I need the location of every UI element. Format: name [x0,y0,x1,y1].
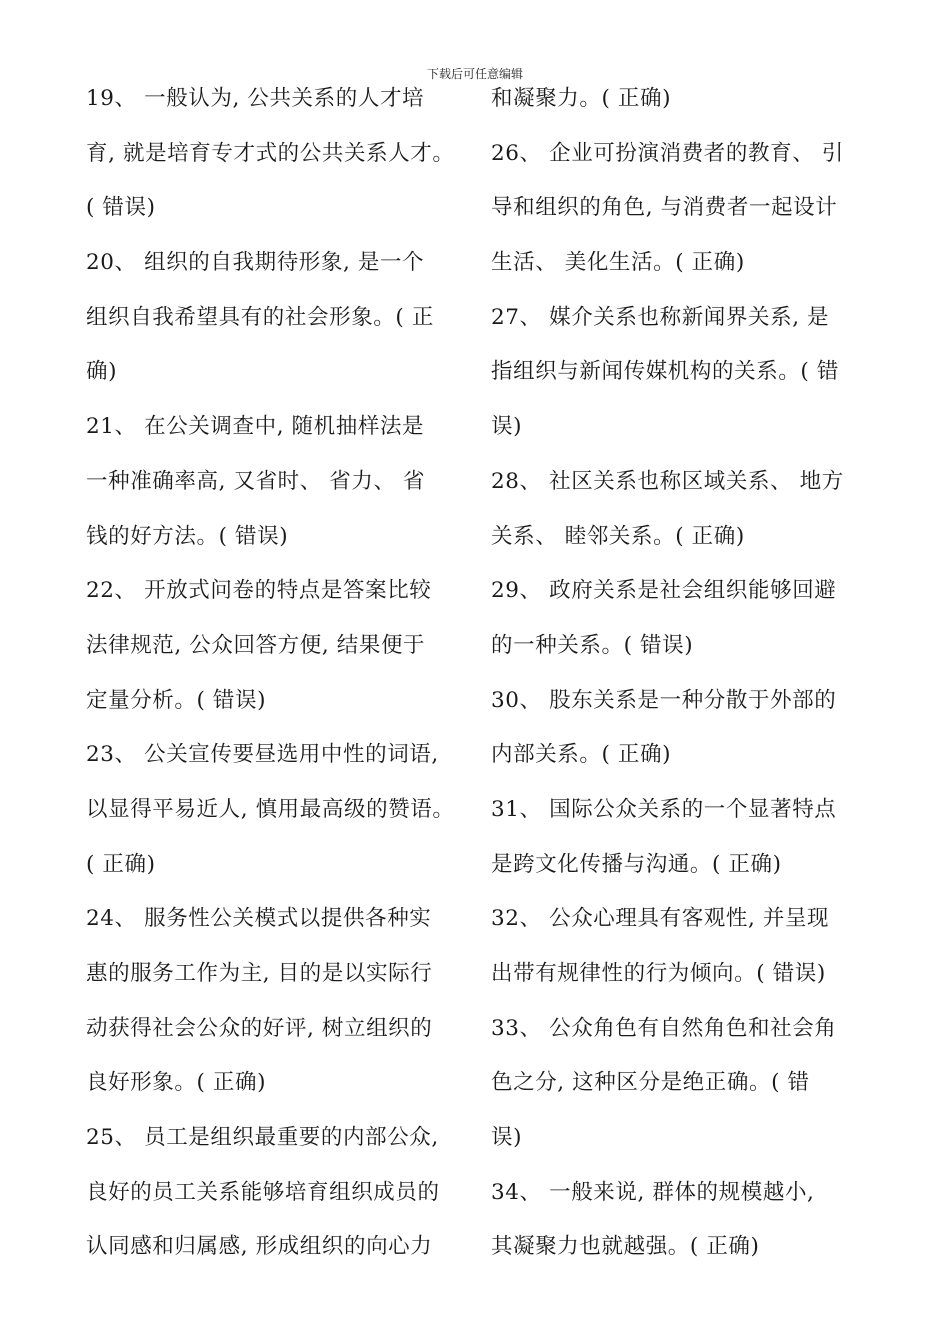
text-line: 29、 政府关系是社会组织能够回避 [491,578,837,604]
text-line: 生活、 美化生活。( 正确) [491,250,745,276]
text-line: 指组织与新闻传媒机构的关系。( 错 [491,359,839,385]
text-line: 钱的好方法。( 错误) [86,523,289,549]
text-line: 是跨文化传播与沟通。( 正确) [491,851,782,877]
text-line: 良好的员工关系能够培育组织成员的 [86,1179,440,1205]
text-line: 惠的服务工作为主, 目的是以实际行 [86,961,433,986]
text-line: 关系、 睦邻关系。( 正确) [491,523,745,549]
text-line: 误) [491,1125,523,1151]
text-line: 19、 一般认为, 公共关系的人才培 [86,86,425,111]
text-line: 和凝聚力。( 正确) [491,86,672,111]
text-line: 法律规范, 公众回答方便, 结果便于 [86,632,426,658]
text-line: 28、 社区关系也称区域关系、 地方 [491,468,844,494]
text-line: 20、 组织的自我期待形象, 是一个 [86,250,425,276]
text-line: 动获得社会公众的好评, 树立组织的 [86,1015,433,1041]
text-line: 26、 企业可扮演消费者的教育、 引 [491,140,844,166]
text-line: 32、 公众心理具有客观性, 并呈现 [491,906,830,932]
text-line: 出带有规律性的行为倾向。( 错误) [491,961,826,986]
text-line: 确) [86,359,118,385]
text-line: 24、 服务性公关模式以提供各种实 [86,906,432,932]
text-line: 27、 媒介关系也称新闻界关系, 是 [491,304,830,330]
text-line: 导和组织的角色, 与消费者一起设计 [491,195,838,221]
text-line: 23、 公关宣传要昼选用中性的词语, [86,742,439,768]
text-line: 21、 在公关调查中, 随机抽样法是 [86,414,425,440]
text-line: 育, 就是培育专才式的公共关系人才。 [86,140,455,166]
text-line: 其凝聚力也就越强。( 正确) [491,1234,760,1260]
text-line: 色之分, 这种区分是绝正确。( 错 [491,1070,810,1096]
text-line: 以显得平易近人, 慎用最高级的赞语。 [86,796,455,822]
text-line: 认同感和归属感, 形成组织的向心力 [86,1234,433,1260]
text-line: 一种准确率高, 又省时、 省力、 省 [86,468,426,494]
text-line: 30、 股东关系是一种分散于外部的 [491,687,837,713]
text-line: 定量分析。( 错误) [86,687,267,713]
right-column [491,72,875,1275]
text-line: 的一种关系。( 错误) [491,632,694,658]
text-line: 25、 员工是组织最重要的内部公众, [86,1125,439,1151]
text-line: 22、 开放式问卷的特点是答案比较 [86,578,432,604]
text-line: 组织自我希望具有的社会形象。( 正 [86,304,434,330]
text-line: ( 正确) [86,851,156,877]
text-line: 误) [491,414,523,440]
left-column [86,72,478,1275]
text-line: 内部关系。( 正确) [491,742,672,768]
page-header: 下载后可任意编辑 [426,67,523,81]
text-line: 33、 公众角色有自然角色和社会角 [491,1015,837,1041]
text-line: 34、 一般来说, 群体的规模越小, [491,1179,815,1205]
text-line: 良好形象。( 正确) [86,1070,267,1096]
text-line: ( 错误) [86,195,156,221]
text-line: 31、 国际公众关系的一个显著特点 [491,796,837,822]
